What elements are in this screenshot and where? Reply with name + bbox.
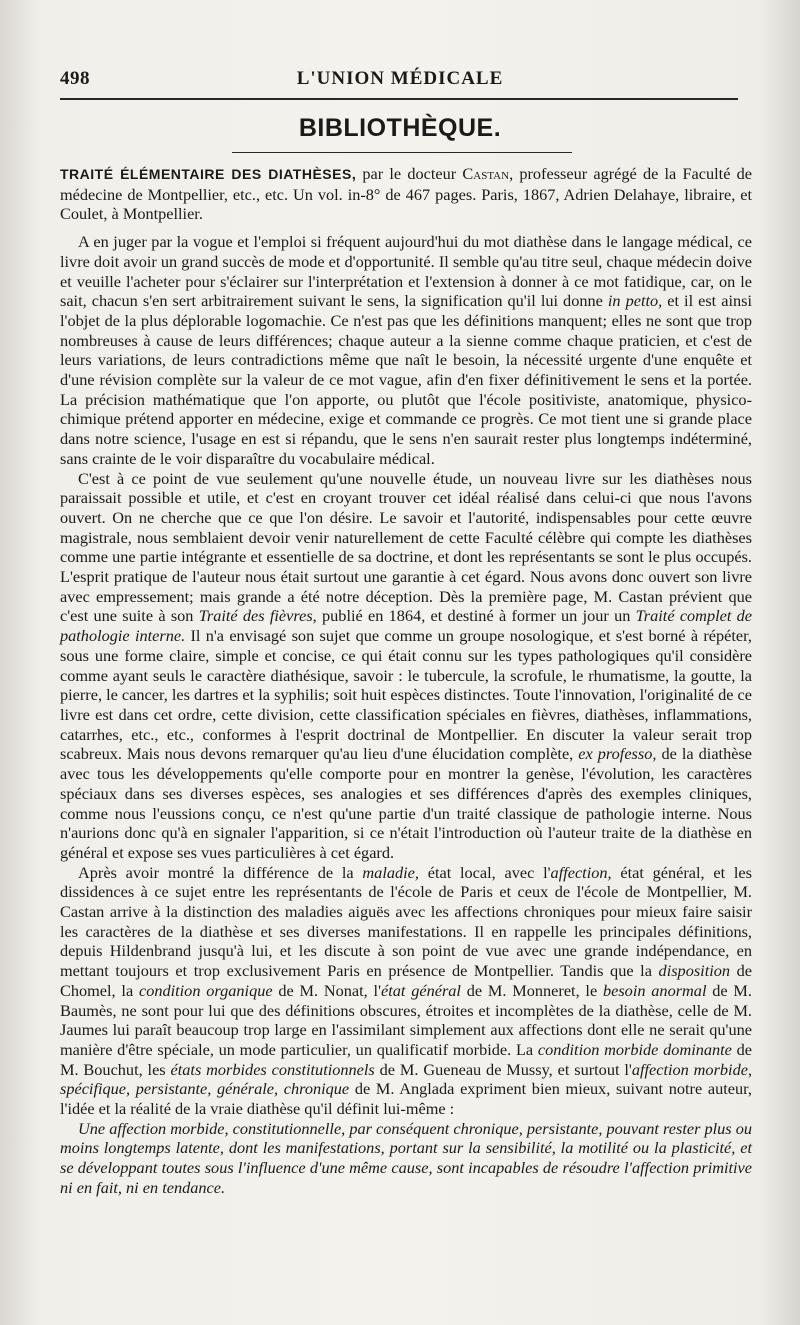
p2-text-1: C'est à ce point de vue seulement qu'une nouvelle étude, un nouveau livre sur les diathèses nous paraissait possible et utile, et c'est en croyant trouver cet idéal réalisé dans celui-ci que nous l'avons ouvert. On ne cherche que ce que l'on désire. Le savoir et l'autorité, indispensables pour cette œuvre magistrale, nous semblaient devoir venir naturellement de cette Faculté célèbre qui compte les diathèses comme une partie intégrante et essentielle de sa doctrine, et dont les représentants se sont le plus occupés. L'esprit pratique de l'auteur nous était surtout une garantie à cet égard. Nous avons donc ouvert son livre avec empressement; mais grande a été notre déception. Dès la première page, M. Castan prévient que c'est une suite à son — [60, 468, 752, 626]
p3-italic-5: état général — [381, 980, 461, 1000]
p3-text-3: état général, et les dissidences à ce sujet entre les représentants de l'école de Paris et ceux de l'école de Montpellier, M. Castan arrive à la distinction des maladies aiguës avec les affections chroniques pour mieux faire saisir les caractères de la diathèse et ses diverses manifestations. Il en rappelle les principales définitions, depuis Hildenbrand jusqu'à lui, et les discute à son point de vue avec une grande indépendance, en mettant toujours et trop exclusivement Paris en présence de Montpellier. Tandis que la — [60, 862, 752, 981]
running-head: L'UNION MÉDICALE — [296, 68, 504, 89]
p3-italic-4: condition organique — [138, 980, 273, 1000]
diathesis-definition: Une affection morbide, constitutionnelle, par conséquent chronique, persistante, pouvant rester plus ou moins longtemps latente, dont les manifestations, portant sur la sensibilité, la motilité ou la plasticité, et se développant toutes sous l'influence d'une même cause, sont incapables de résoudre l'affection primitive ni en fait, ni en tendance. — [60, 1118, 752, 1197]
p3-text-7: de M. Baumès, ne sont pour lui que des définitions obscures, étroites et incomplètes de la diathèse, celle de M. Jaumes lui paraît beaucoup trop large en l'assimilant simplement aux affections dont elle ne serait qu'une manière d'être spéciale, un mode particulier, un qualificatif morbide. La — [60, 980, 752, 1059]
paragraph-2 — [60, 469, 752, 863]
p3-text-6: de M. Monneret, le — [460, 980, 603, 1000]
p1-text-2: et il est ainsi l'objet de la plus déplorable logomachie. Ce n'est pas que les définitions manquent; elles ne sont que trop nombreuses à cause de leurs différences; chaque auteur a la sienne comme chaque praticien, et c'est de leurs variations, de leurs contradictions même que naît le besoin, la nécessité urgente d'une enquête et d'une révision complète sur la valeur de ce mot vague, afin d'en fixer définitivement le sens et la portée. La précision mathématique que l'on apporte, ou plutôt que l'école positiviste, anatomique, physico-chimique prétend apporter en médecine, exige et commande ce progrès. Ce mot tient une si grande place dans notre science, l'usage en est si répandu, que le sens n'en saurait rester plus longtemps indéterminé, sans crainte de le voir disparaître du vocabulaire médical. — [60, 291, 752, 468]
book-ref-text-1: par le docteur — [356, 164, 463, 183]
book-ref-text-2: , professeur agrégé de la Faculté de médecine de Montpellier, etc., etc. Un vol. in-8° de 467 pages. Paris, 1867, Adrien Delahaye, libraire, et Coulet, à Montpellier. — [60, 164, 752, 224]
p3-italic-3: disposition — [658, 961, 731, 981]
paragraph-1 — [60, 232, 752, 468]
p3-text-9: de M. Gueneau de Mussy, et surtout l' — [374, 1059, 632, 1079]
p1-italic: in petto, — [607, 291, 663, 311]
page-number: 498 — [60, 68, 90, 89]
p3-text-2: état local, avec l' — [418, 862, 551, 882]
p2-text-4: de la diathèse avec tous les développements qu'elle comporte pour en montrer la genèse, l'évolution, les caractères spéciaux dans ses diverses espèces, ses analogies et ses différences d'après des exemples cliniques, comme nous l'eussions conçu, ce n'est qu'une partie d'un traité classique de pathologie interne. Nous n'aurions donc qu'à en signaler l'apparition, si ce n'était l'introduction où l'auteur traite de la diathèse en général et expose ses vues particulières à cet égard. — [60, 744, 753, 862]
p1-text-1: A en juger par la vogue et l'emploi si fréquent aujourd'hui du mot diathèse dans le langage médical, ce livre doit avoir un grand succès de mode et d'opportunité. Il semble qu'au titre seul, chaque médecin doive et veuille l'acheter pour s'éclairer sur l'interprétation et l'extension à donner à ce mot fatidique, car, on le sait, chacun s'en sert arbitrairement suivant le sens, la signification qu'il lui donne — [60, 232, 752, 311]
p3-italic-2: affection, — [550, 862, 612, 882]
book-reference — [60, 164, 752, 224]
book-author: Castan — [462, 164, 510, 183]
p2-italic-2: Traité complet de pathologie interne. — [60, 606, 752, 646]
p3-text-8: de M. Bouchut, les — [60, 1039, 753, 1079]
p3-italic-6: besoin anormal — [602, 980, 707, 1000]
p3-text-10: de M. Anglada expriment bien mieux, suivant notre auteur, l'idée et la réalité de la vraie diathèse qu'il définit lui-même : — [60, 1079, 752, 1119]
section-title: BIBLIOTHÈQUE. — [298, 114, 502, 142]
p2-italic-1: Traité des fièvres, — [198, 606, 317, 626]
title-rule — [232, 152, 572, 153]
header-rule — [60, 98, 738, 100]
p3-italic-9: affection morbide, spécifique, persistante, générale, chronique — [60, 1059, 753, 1099]
paragraph-3 — [60, 863, 752, 1119]
p3-text-1: Après avoir montré la différence de la — [78, 862, 363, 882]
p2-text-3: Il n'a envisagé son sujet que comme un groupe nosologique, et s'est borné à répéter, sous une forme claire, simple et concise, ce qui était connu sur les types pathologiques qu'il considère comme ayant seuls le caractère diathésique, savoir : le tubercule, la scrofule, le rhumatisme, la goutte, la pierre, le cancer, les dartres et la syphilis; soit huit espèces distinctes. Toute l'innovation, l'originalité de ce livre est dans cet ordre, cette division, cette classification spéciales en fièvres, diathèses, inflammations, catarrhes, etc., etc., conformes à l'esprit doctrinal de Montpellier. En discuter la valeur serait trop scabreux. Mais nous devons remarquer qu'au lieu d'une élucidation complète, — [60, 626, 752, 764]
p2-italic-3: ex professo, — [578, 744, 657, 764]
p3-text-4: de Chomel, la — [60, 961, 753, 1000]
p3-italic-1: maladie, — [362, 862, 419, 882]
p2-text-2: publié en 1864, et destiné à former un jour un — [316, 606, 636, 626]
page-header — [60, 64, 740, 94]
p3-italic-7: condition morbide dominante — [537, 1039, 732, 1059]
p3-text-5: de M. Nonat, l' — [272, 980, 382, 1000]
p3-italic-8: états morbides constitutionnels — [170, 1059, 375, 1079]
article-body — [60, 164, 752, 1198]
book-title: TRAITÉ ÉLÉMENTAIRE DES DIATHÈSES, — [60, 166, 357, 182]
